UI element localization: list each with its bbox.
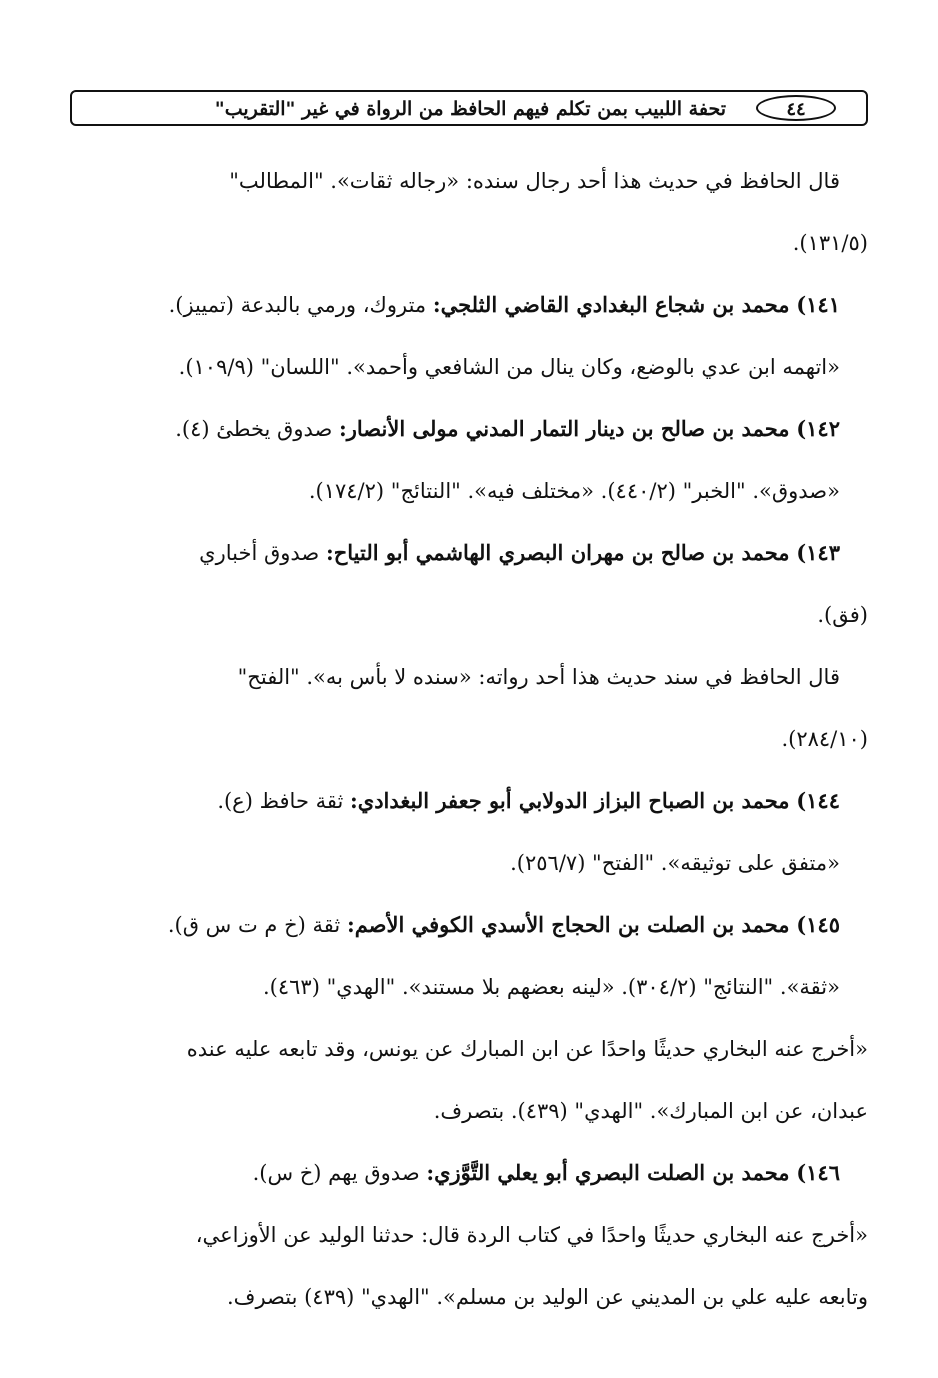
entry-number: ١٤٦) [796, 1160, 840, 1185]
narrator-grade: صدوق يهم (خ س). [252, 1161, 427, 1185]
entry-number: ١٤١) [796, 292, 840, 317]
page-number: ٤٤ [756, 95, 836, 121]
book-title: تحفة اللبيب بمن تكلم فيهم الحافظ من الرواة في غير "التقريب" [214, 98, 726, 120]
text-line: «أخرج عنه البخاري حديثًا واحدًا في كتاب الردة قال: حدثنا الوليد عن الأوزاعي، [195, 1223, 868, 1247]
entry-number: ١٤٣) [796, 540, 840, 565]
narrator-name: محمد بن الصباح البزاز الدولابي أبو جعفر البغدادي: [350, 788, 790, 813]
entry-144 [70, 770, 868, 832]
entry-142 [70, 398, 868, 460]
entry-145 [70, 894, 868, 956]
entry-number: ١٤٥) [796, 912, 840, 937]
entry-141 [70, 274, 868, 336]
page-body [70, 150, 868, 1328]
narrator-grade: صدوق يخطئ (٤). [175, 417, 339, 441]
entry-143 [70, 522, 868, 584]
narrator-grade: ثقة (خ م ت س ق). [167, 913, 347, 937]
narrator-name: محمد بن شجاع البغدادي القاضي الثلجي: [432, 292, 790, 317]
text-line: (فق). [817, 603, 868, 627]
narrator-name: محمد بن صالح بن مهران البصري الهاشمي أبو التياح: [325, 540, 790, 565]
text-line: «ثقة». "النتائج" (٣٠٤/٢). «لينه بعضهم بلا مستند». "الهدي" (٤٦٣). [263, 975, 840, 999]
text-line: وتابعه عليه علي بن المديني عن الوليد بن مسلم». "الهدي" (٤٣٩) بتصرف. [227, 1285, 868, 1309]
narrator-name: محمد بن الصلت بن الحجاج الأسدي الكوفي الأصم: [346, 912, 790, 937]
text-line: «صدوق». "الخبر" (٤٤٠/٢). «مختلف فيه». "النتائج" (١٧٤/٢). [308, 479, 840, 503]
narrator-grade: ثقة حافظ (ع). [217, 789, 351, 813]
text-line: عبدان، عن ابن المبارك». "الهدي" (٤٣٩). بتصرف. [433, 1099, 868, 1123]
text-line: (٢٨٤/١٠). [781, 727, 868, 751]
narrator-name: محمد بن صالح بن دينار التمار المدني مولى الأنصار: [339, 416, 790, 441]
narrator-grade: متروك، ورمي بالبدعة (تمييز). [168, 293, 433, 317]
text-line: «اتهمه ابن عدي بالوضع، وكان ينال من الشافعي وأحمد». "اللسان" (١٠٩/٩). [178, 355, 840, 379]
running-header [70, 90, 868, 126]
entry-number: ١٤٢) [796, 416, 840, 441]
entry-number: ١٤٤) [796, 788, 840, 813]
entry-146 [70, 1142, 868, 1204]
text-line: قال الحافظ في حديث هذا أحد رجال سنده: «رجاله ثقات». "المطالب" [229, 169, 840, 193]
text-line: «متفق على توثيقه». "الفتح" (٢٥٦/٧). [510, 851, 840, 875]
narrator-name: محمد بن الصلت البصري أبو يعلي التَّوَّزي: [426, 1160, 790, 1185]
text-line: قال الحافظ في سند حديث هذا أحد رواته: «سنده لا بأس به». "الفتح" [237, 665, 840, 689]
text-line: «أخرج عنه البخاري حديثًا واحدًا عن ابن المبارك عن يونس، وقد تابعه عليه عنده [186, 1037, 868, 1061]
text-line: (١٣١/٥). [792, 231, 868, 255]
narrator-grade: صدوق أخباري [199, 541, 326, 565]
